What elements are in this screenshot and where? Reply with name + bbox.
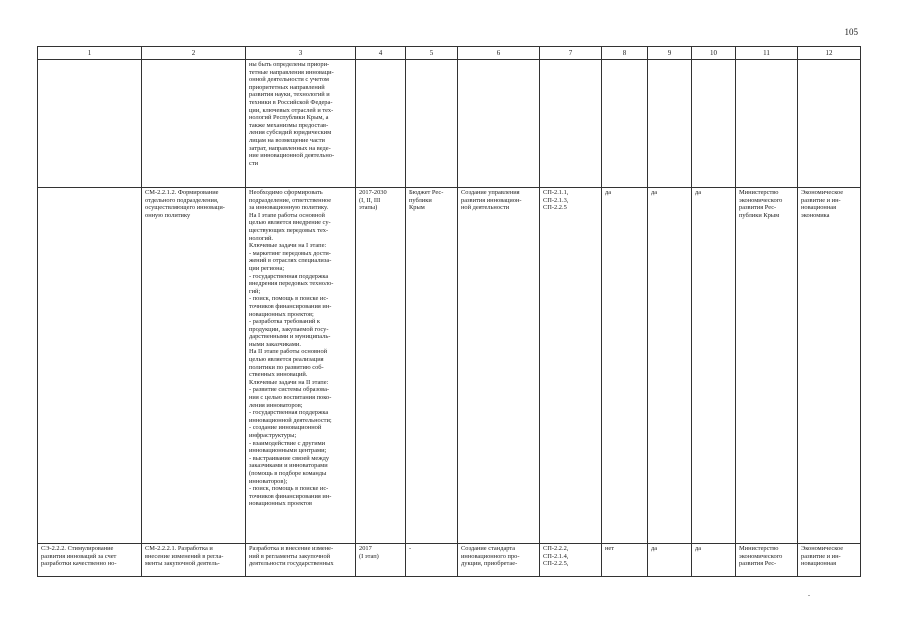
table-row [38,60,861,188]
flag-cell [648,60,692,188]
result-cell: Создание стандарта инновационного про- дукции, приобретае- [458,544,540,577]
description-cell: Необходимо сформировать подразделение, ответственное за инновационную политику. На I этапе работы основной целью является внедрение су- ществующих передовых тех- нологий. Ключевые задачи на I этапе: - маркетинг передовых дости- жений в отраслях специализа- ции региона; - государственная поддержка внедрения передовых техноло- гий; - поиск, помощь в поиске ис- точников финансирования ин- новационных проектов; - разработка требований к продукции, закупаемой госу- дарственными и муниципаль- ными заказчиками. На II этапе работы основной целью является реализация политики по развитию соб- ственных инноваций. Ключевые задачи на II этапе: - развитие системы образова- ния с целью воспитания поко- ления инноваторов; - государственная поддержка инновационной деятельности; - создание инновационной инфраструктуры; - взаимодействие с другими инновационными центрами; - выстраивание связей между заказчиками и инноваторами (помощь в подборе команды инноваторов); - поиск, помощь в поиске ис- точников финансирования ин- новационных проектов [246,188,356,544]
column-number: 11 [736,47,798,60]
column-number: 7 [540,47,602,60]
column-number: 1 [38,47,142,60]
flag-cell [602,60,648,188]
period-cell: 2017-2030 (I, II, III этапы) [356,188,406,544]
table-row [38,544,861,577]
column-number: 2 [142,47,246,60]
strategy-objective-cell [38,60,142,188]
scan-dot: . [808,589,810,598]
flag-cell: да [692,188,736,544]
reference-cell [540,60,602,188]
column-number: 9 [648,47,692,60]
column-number: 10 [692,47,736,60]
flag-cell: да [648,544,692,577]
column-number: 4 [356,47,406,60]
table-row [38,188,861,544]
result-cell: Создание управления развития инновацион- ной деятельности [458,188,540,544]
program-cell: Экономическое развитие и ин- новационная экономика [798,188,861,544]
column-number: 8 [602,47,648,60]
measures-table [37,46,861,577]
period-cell: 2017 (I этап) [356,544,406,577]
result-cell [458,60,540,188]
description-cell: Разработка и внесение измене- ний в регламенты закупочной деятельности государственных [246,544,356,577]
funding-cell [406,60,458,188]
column-number: 5 [406,47,458,60]
flag-cell: да [692,544,736,577]
funding-cell: Бюджет Рес- публики Крым [406,188,458,544]
description-cell: ны быть определены приори- тетные направления инноваци- онной деятельности с учетом приоритетных направлений развития науки, технологий и техники в Российской Федера- ции, ключевых отраслей и тех- нологий Республики Крым, а также механизмы предостав- ления субсидий юридическим лицам на возмещение части затрат, направленных на веде- ние инновационной деятельно- сти [246,60,356,188]
reference-cell: СП-2.1.1, СП-2.1.3, СП-2.2.5 [540,188,602,544]
column-number: 12 [798,47,861,60]
program-cell [798,60,861,188]
responsible-cell: Министерство экономического развития Рес- [736,544,798,577]
measure-cell: СМ-2.2.1.2. Формирование отдельного подразделения, осуществляющего инноваци- онную политику [142,188,246,544]
measure-cell [142,60,246,188]
period-cell [356,60,406,188]
measure-cell: СМ-2.2.2.1. Разработка и внесение изменений в регла- менты закупочной деятель- [142,544,246,577]
responsible-cell: Министерство экономического развития Рес- публики Крым [736,188,798,544]
flag-cell [692,60,736,188]
program-cell: Экономическое развитие и ин- новационная [798,544,861,577]
responsible-cell [736,60,798,188]
strategy-objective-cell: СЭ-2.2.2. Стимулирование развития инноваций за счет разработки качественно но- [38,544,142,577]
reference-cell: СП-2.2.2, СП-2.1.4, СП-2.2.5, [540,544,602,577]
flag-cell: да [602,188,648,544]
column-number: 6 [458,47,540,60]
funding-cell: - [406,544,458,577]
column-number: 3 [246,47,356,60]
flag-cell: да [648,188,692,544]
flag-cell: нет [602,544,648,577]
column-number-row [38,47,861,60]
strategy-objective-cell [38,188,142,544]
page-number: 105 [844,27,858,37]
